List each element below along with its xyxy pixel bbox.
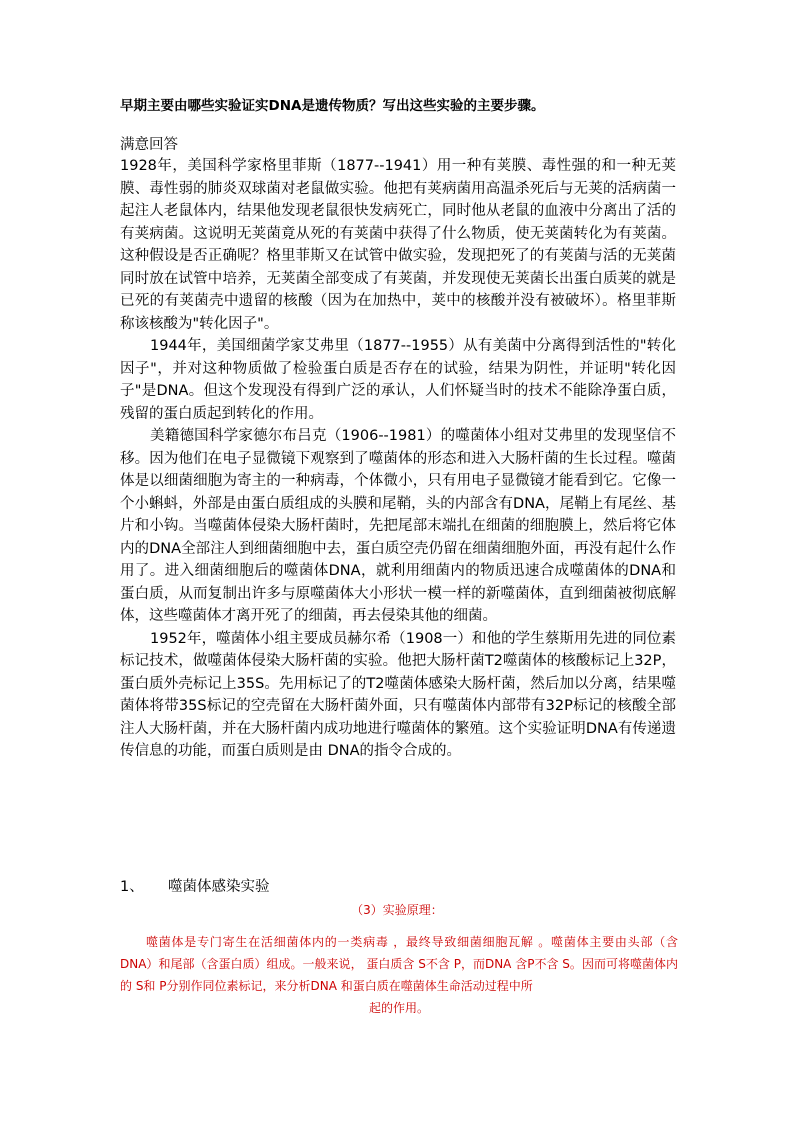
principle-title: （3）实验原理： (351, 903, 443, 917)
principle-paragraph (120, 931, 678, 1019)
principle-text-end: 起的作用。 (368, 1001, 429, 1015)
section-title: 噬菌体感染实验 (168, 879, 270, 895)
paragraph-avery: 1944年，美国细菌学家艾弗里（1877--1955）从有美菌中分离得到活性的"转化因子"，并对这种物质做了检验蛋白质是否存在的试验，结果为阴性，并证明"转化因子"是DNA。但这个发现没有得到广泛的承认，人们怀疑当时的技术不能除净蛋白质，残留的蛋白质起到转化的作用。 (120, 338, 676, 422)
question-title: 早期主要由哪些实验证实DNA是遗传物质？写出这些实验的主要步骤。 (120, 98, 545, 114)
paragraph-hershey: 1952年，噬菌体小组主要成员赫尔希（1908一）和他的学生蔡斯用先进的同位素标记技术，做噬菌体侵染大肠杆菌的实验。他把大肠杆菌T2噬菌体的核酸标记上32P，蛋白质外壳标记上35S。先用标记了的T2噬菌体感染大肠杆菌，然后加以分离，结果噬菌体将带35S标记的空壳留在大肠杆菌外面，只有噬菌体内部带有32P标记的核酸全部注人大肠杆菌，并在大肠杆菌内成功地进行噬菌体的繁殖。这个实验证明DNA有传递遗传信息的功能，而蛋白质则是由 DNA的指令合成的。 (120, 630, 676, 759)
paragraph-griffith: 1928年，美国科学家格里菲斯（1877--1941）用一种有荚膜、毒性强的和一种无荚膜、毒性弱的肺炎双球菌对老鼠做实验。他把有荚病菌用高温杀死后与无荚的活病菌一起注人老鼠体内，结果他发现老鼠很快发病死亡，同时他从老鼠的血液中分离出了活的有荚病菌。这说明无荚菌竟从死的有荚菌中获得了什么物质，使无荚菌转化为有荚菌。这种假设是否正确呢？格里菲斯又在试管中做实验，发现把死了的有荚菌与活的无荚菌同时放在试管中培养，无荚菌全部变成了有荚菌，并发现使无荚菌长出蛋白质荚的就是已死的有荚菌壳中遗留的核酸（因为在加热中，荚中的核酸并没有被破坏）。格里菲斯称该核酸为"转化因子"。 (120, 158, 676, 332)
answer-body (120, 155, 676, 763)
section-heading (120, 878, 270, 896)
paragraph-delbruck: 美籍德国科学家德尔布吕克（1906--1981）的噬菌体小组对艾弗里的发现坚信不移。因为他们在电子显微镜下观察到了噬菌体的形态和进入大肠杆菌的生长过程。噬菌体是以细菌细胞为寄主的一种病毒，个体微小，只有用电子显微镜才能看到它。它像一个小蝌蚪，外部是由蛋白质组成的头膜和尾鞘，头的内部含有DNA，尾鞘上有尾丝、基片和小钩。当噬菌体侵染大肠杆菌时，先把尾部末端扎在细菌的细胞膜上，然后将它体内的DNA全部注人到细菌细胞中去，蛋白质空壳仍留在细菌细胞外面，再没有起什么作用了。进入细菌细胞后的噬菌体DNA，就利用细菌内的物质迅速合成噬菌体的DNA和蛋白质，从而复制出许多与原噬菌体大小形状一模一样的新噬菌体，直到细菌被彻底解体，这些噬菌体才离开死了的细菌，再去侵染其他的细菌。 (120, 428, 676, 624)
answer-heading: 满意回答 (120, 137, 178, 153)
section-number: 1、 (120, 879, 144, 895)
principle-text: 噬菌体是专门寄生在活细菌体内的一类病毒 ，最终导致细菌细胞瓦解 。噬菌体主要由头部（含DNA）和尾部（含蛋白质）组成。一般来说， 蛋白质含 S不含 P，而DNA 含P不含 S。因而可将噬菌体内的 S和 P分别作同位素标记，来分析DNA 和蛋白质在噬菌体生命活动过程中所 (120, 935, 678, 993)
